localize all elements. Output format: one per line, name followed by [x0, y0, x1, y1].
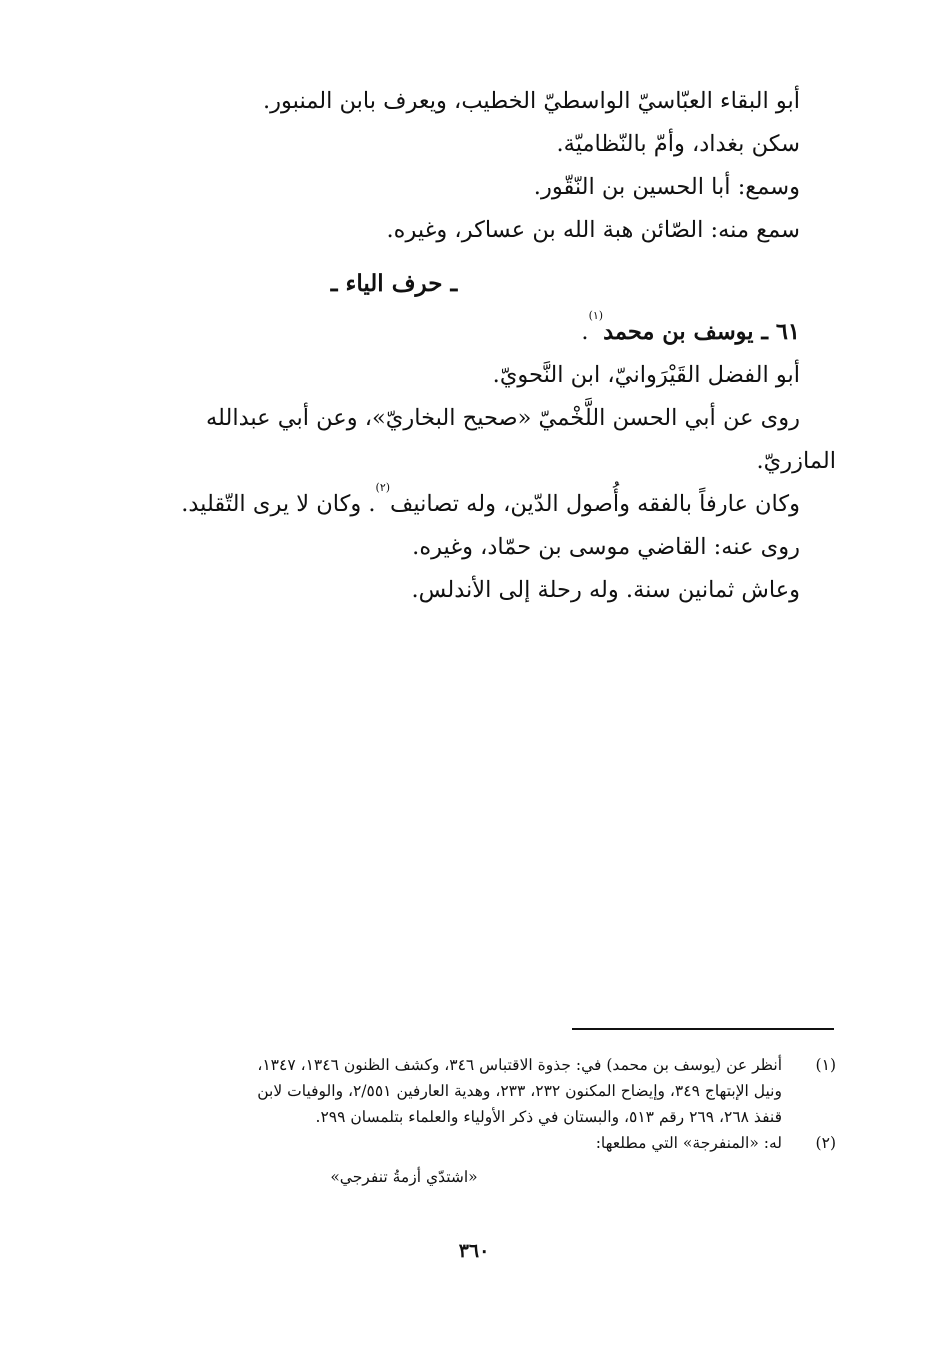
- footnote-line: ونيل الإبتهاج ٣٤٩، وإيضاح المكنون ٢٣٢، ٢٣٣، وهدية العارفين ٢/٥٥١، والوفيات لابن: [257, 1082, 782, 1100]
- footnote-ref-2[interactable]: (٢): [375, 481, 391, 494]
- section-heading: ـ حرف الياء ـ: [330, 270, 458, 297]
- footnote-1: [116, 1052, 836, 1130]
- footnote-line: قنفذ ٢٦٨، ٢٦٩ رقم ٥١٣، والبستان في ذكر الأولياء والعلماء بتلمسان ٢٩٩.: [315, 1108, 782, 1126]
- entry-line-6: وعاش ثمانين سنة. وله رحلة إلى الأندلس.: [411, 577, 800, 603]
- entry-line-3: المازريّ.: [756, 448, 836, 474]
- footnote-ref-1[interactable]: (١): [588, 309, 604, 322]
- text-line-1: أبو البقاء العبّاسيّ الواسطيّ الخطيب، ويعرف بابن المنبور.: [263, 88, 800, 114]
- page-number: ٣٦٠: [458, 1240, 490, 1262]
- footnote-line: له: «المنفرجة» التي مطلعها:: [595, 1134, 782, 1152]
- text-line-2: سكن بغداد، وأمّ بالنّظاميّة.: [556, 131, 800, 157]
- footnote-2: [116, 1130, 836, 1190]
- entry-line-5: روى عنه: القاضي موسى بن حمّاد، وغيره.: [412, 534, 800, 560]
- entry-line-4: [100, 483, 800, 526]
- entry-line-4-rest: . وكان لا يرى التّقليد.: [181, 491, 376, 517]
- entry-line-2: روى عن أبي الحسن اللَّخْميّ «صحيح البخاريّ»، وعن أبي عبدالله: [205, 405, 800, 431]
- footnote-verse: «اشتدّي أزمةُ تنفرجي»: [330, 1168, 478, 1186]
- entry-title: ٦١ ـ يوسف بن محمد: [603, 319, 800, 345]
- text-line-3: وسمع: أبا الحسين بن النّقّور.: [533, 174, 800, 200]
- footnote-number: (١): [815, 1056, 836, 1074]
- footnotes: [116, 1052, 836, 1190]
- text-line-4: سمع منه: الصّائن هبة الله بن عساكر، وغيره.: [386, 217, 800, 243]
- footnote-divider: [572, 1028, 834, 1030]
- entry-line-4-text: وكان عارفاً بالفقه وأُصول الدّين، وله تصانيف: [390, 491, 800, 517]
- footnote-number: (٢): [815, 1134, 836, 1152]
- main-text: [100, 80, 836, 612]
- entry-title-end: .: [581, 319, 589, 345]
- entry-line-1: أبو الفضل القَيْرَوانيّ، ابن النَّحويّ.: [492, 362, 800, 388]
- footnote-line: أنظر عن (يوسف بن محمد) في: جذوة الاقتباس ٣٤٦، وكشف الظنون ١٣٤٦، ١٣٤٧،: [257, 1056, 782, 1074]
- entry-title-line: [100, 311, 800, 354]
